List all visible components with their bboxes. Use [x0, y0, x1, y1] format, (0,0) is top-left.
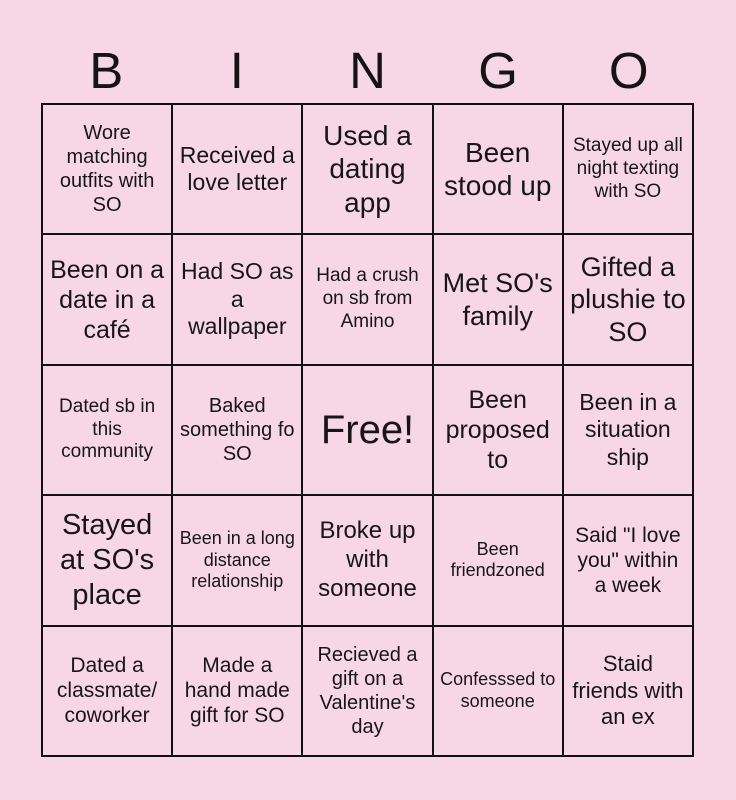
bingo-cell-r3c4[interactable]: [433, 365, 563, 495]
bingo-cell-label: Received a love letter: [179, 141, 295, 196]
title-letter-i: I: [229, 41, 244, 99]
bingo-cell-r4c3[interactable]: [302, 495, 432, 625]
bingo-cell-label: Been proposed to: [445, 385, 550, 474]
bingo-cell-label: Dated sb in this community: [59, 395, 156, 463]
bingo-cell-r3c2[interactable]: [172, 365, 302, 495]
title-letter-b: B: [89, 41, 124, 99]
bingo-cell-label: Met SO's family: [442, 268, 553, 331]
bingo-cell-r1c1[interactable]: [42, 104, 172, 234]
bingo-cell-label: Been on a date in a café: [50, 255, 165, 344]
bingo-title: [41, 40, 694, 100]
title-letter-n: N: [349, 41, 386, 99]
bingo-cell-r1c2[interactable]: [172, 104, 302, 234]
bingo-cell-r5c4[interactable]: [433, 626, 563, 756]
bingo-grid: [41, 103, 694, 757]
bingo-cell-free[interactable]: [302, 365, 432, 495]
bingo-cell-label: Been in a situation ship: [579, 388, 677, 470]
bingo-cell-r4c1[interactable]: [42, 495, 172, 625]
bingo-cell-r4c5[interactable]: [563, 495, 693, 625]
bingo-cell-r3c1[interactable]: [42, 365, 172, 495]
bingo-cell-r5c1[interactable]: [42, 626, 172, 756]
bingo-cell-label: Stayed at SO's place: [60, 509, 155, 611]
bingo-cell-label: Stayed up all night texting with SO: [572, 135, 683, 202]
bingo-cell-r2c5[interactable]: [563, 234, 693, 364]
bingo-cell-r2c3[interactable]: [302, 234, 432, 364]
bingo-cell-label: Been in a long distance relationship: [179, 527, 295, 592]
bingo-cell-label: Recieved a gift on a Valentine's day: [317, 643, 418, 738]
bingo-cell-r5c2[interactable]: [172, 626, 302, 756]
bingo-cell-r5c3[interactable]: [302, 626, 432, 756]
bingo-cell-label: Gifted a plushie to SO: [570, 252, 686, 347]
bingo-cell-label: Had SO as a wallpaper: [181, 258, 294, 340]
bingo-cell-r1c4[interactable]: [433, 104, 563, 234]
bingo-cell-label: Staid friends with an ex: [572, 651, 684, 729]
bingo-cell-label: Been stood up: [443, 136, 552, 202]
bingo-cell-label: Confesssed to someone: [440, 669, 556, 711]
title-letter-g: G: [478, 41, 518, 99]
bingo-cell-label: Free!: [320, 407, 415, 452]
bingo-cell-r5c5[interactable]: [563, 626, 693, 756]
title-letter-o: O: [608, 41, 649, 99]
bingo-cell-label: Wore matching outfits with SO: [59, 122, 155, 217]
bingo-cell-label: Made a hand made gift for SO: [184, 653, 290, 728]
bingo-cell-r2c4[interactable]: [433, 234, 563, 364]
bingo-cell-r3c5[interactable]: [563, 365, 693, 495]
bingo-cell-label: Said "I love you" within a week: [575, 523, 681, 597]
bingo-cell-label: Used a dating app: [323, 119, 412, 218]
bingo-cell-label: Dated a classmate/ coworker: [56, 653, 158, 728]
bingo-cell-label: Had a crush on sb from Amino: [316, 265, 419, 332]
bingo-cell-label: Broke up with someone: [318, 517, 417, 602]
bingo-cell-label: Baked something fo SO: [180, 394, 295, 465]
bingo-cell-r2c1[interactable]: [42, 234, 172, 364]
bingo-cell-label: Been friendzoned: [450, 538, 545, 581]
bingo-card: [41, 0, 694, 757]
bingo-cell-r4c4[interactable]: [433, 495, 563, 625]
bingo-cell-r1c5[interactable]: [563, 104, 693, 234]
bingo-cell-r4c2[interactable]: [172, 495, 302, 625]
bingo-cell-r1c3[interactable]: [302, 104, 432, 234]
bingo-cell-r2c2[interactable]: [172, 234, 302, 364]
